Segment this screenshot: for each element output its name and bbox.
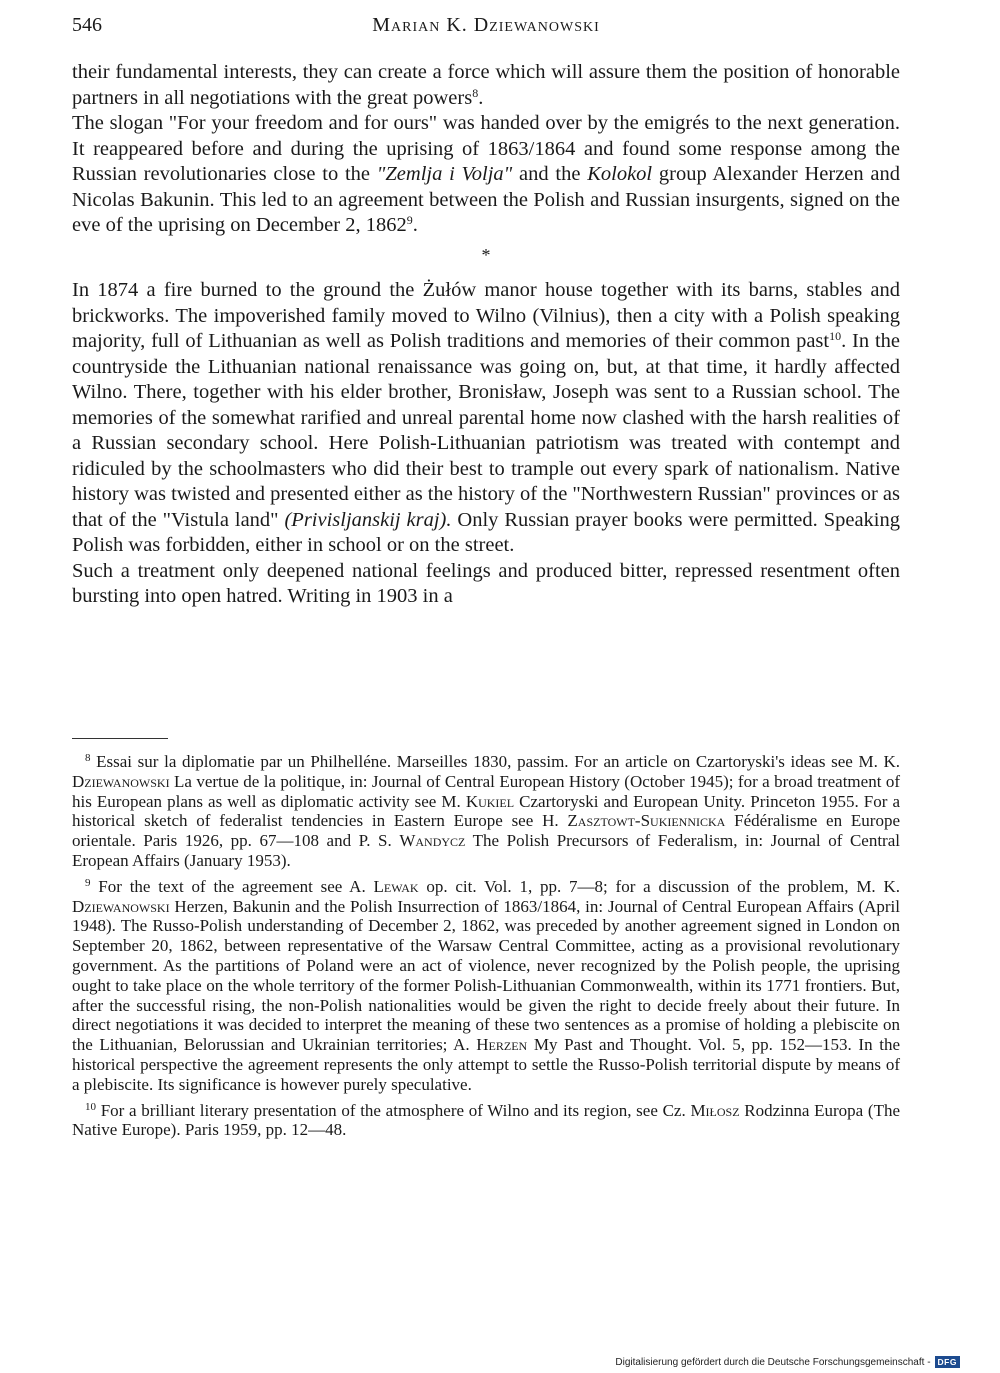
footnote-9-text: Herzen, Bakunin and the Polish Insurrection of 1863/1864, in: Journal of Central European Affairs (April 1948). The Russo-Polish understanding of December 2, 1862, was preceded by another agreement signed in London on September 20, 1862, between representative of the Warsaw Central Committee, acting as a provisional revolutionary government. As the partitions of Poland were an act of violence, never recognized by the Polish people, the uprising ought to take place on the whole territory of the former Polish-Lithuanian Commonwealth, within its 1771 frontiers. But, after the successful rising, the non-Polish nationalities would be given the right to decide freely about their future. In direct negotiations it was decided to interpret the meaning of these two sentences as a promise of holding a plebiscite on the Lithuanian, Belorussian and Ukrainian territories; A.: [72, 896, 900, 1055]
paragraph-2-text-b: and the: [512, 163, 588, 185]
paragraph-1: [72, 60, 900, 111]
author-name: Zasztowt-Sukiennicka: [567, 811, 726, 831]
footnote-8-text: Czartoryski and European Unity. Princeton 1955. For a historical sketch of federalist tendencies in Eastern Europe see H.: [72, 791, 900, 831]
dfg-logo-icon: DFG: [935, 1356, 960, 1368]
footnote-ref-10: 10: [829, 329, 842, 343]
footnote-10: [72, 1101, 900, 1141]
digitization-text: Digitalisierung gefördert durch die Deutsche Forschungsgemeinschaft -: [615, 1356, 931, 1368]
author-name: Wandycz: [399, 831, 466, 851]
footnote-ref-9: 9: [406, 213, 413, 227]
footnote-ref-8: 8: [472, 85, 479, 100]
footnote-divider: [72, 738, 168, 739]
zemlja-i-volja: "Zemlja i Volja": [376, 163, 513, 185]
digitization-credit: [615, 1356, 960, 1368]
author-name: Dziewanowski: [72, 771, 170, 791]
kolokol: Kolokol: [587, 163, 653, 185]
footnote-9-number: 9: [85, 876, 91, 889]
paragraph-3: [72, 278, 900, 559]
paragraph-1-end: .: [478, 86, 484, 109]
footnote-8: [72, 752, 900, 871]
footnotes: [72, 752, 900, 1146]
paragraph-2: [72, 111, 900, 239]
author-name: Dziewanowski: [72, 896, 170, 916]
footnote-10-text: Rodzinna Europa (The Native Europe). Paris 1959, pp. 12—48.: [72, 1100, 900, 1140]
footnote-10-text: For a brilliant literary presentation of the atmosphere of Wilno and its region, see Cz.: [96, 1100, 691, 1120]
paragraph-3-text-a: In 1874 a fire burned to the ground the Żułów manor house together with its barns, stables and brickworks. The impoverished family moved to Wilno (Vilnius), then a city with a Polish speaking majority, full of Lithuanian as well as Polish traditions and memories of their common past: [72, 279, 900, 352]
footnote-8-text: Essai sur la diplomatie par un Philhelléne. Marseilles 1830, passim. For an article on Czartoryski's ideas see M. K.: [90, 752, 900, 771]
paragraph-3-text-c: Only Russian prayer books were permitted. Speaking Polish was forbidden, either in school or on the street.: [72, 508, 900, 556]
footnote-10-number: 10: [85, 1100, 96, 1113]
author-name: Herzen: [476, 1035, 528, 1055]
footnote-9-text: My Past and Thought. Vol. 5, pp. 152—153. In the historical perspective the agreement represents the only attempt to settle the Russo-Polish territorial dispute by means of a plebiscite. Its significance is however purely speculative.: [72, 1035, 900, 1094]
page-header: [72, 14, 900, 40]
paragraph-3-text-b: . In the countryside the Lithuanian national renaissance was going on, but, at that time, it hardly affected Wilno. There, together with his elder brother, Bronisław, Joseph was sent to a Russian school. The memories of the somewhat rarified and unreal parental home now clashed with the harsh realities of a Russian secondary school. Here Polish-Lithuanian patriotism was treated with contempt and ridiculed by the schoolmasters who did their best to trample out every spark of nationalism. Native history was twisted and presented either as the history of the "Northwestern Russian" provinces or as that of the "Vistula land": [72, 330, 901, 531]
footnote-8-text: Fédéralisme en Europe orientale. Paris 1926, pp. 67—108 and P. S.: [72, 811, 900, 851]
section-break-asterisk: *: [481, 244, 491, 265]
footnote-8-number: 8: [85, 752, 91, 764]
paragraph-1-text: their fundamental interests, they can create a force which will assure them the position of honorable partners in all negotiations with the great powers: [72, 61, 900, 109]
privisljanskij-kraj: (Privisljanskij kraj).: [284, 508, 452, 531]
page-number: 546: [72, 14, 102, 36]
paragraph-2-text-c: group Alexander Herzen and Nicolas Bakunin. This led to an agreement between the Polish and Russian insurgents, signed on the eve of the uprising on December 2, 1862: [72, 163, 901, 236]
paragraph-2-text-a: The slogan "For your freedom and for ours" was handed over by the emigrés to the next generation. It reappeared before and during the uprising of 1863/1864 and found some response among the Russian revolutionaries close to the: [72, 112, 900, 185]
author-name: Kukiel: [465, 791, 515, 811]
footnote-9-text: For the text of the agreement see A.: [90, 876, 374, 896]
paragraph-2-end: .: [412, 214, 418, 236]
footnote-8-text: La vertue de la politique, in: Journal of Central European History (October 1945); for a broad treatment of his European plans as well as diplomatic activity see M.: [72, 771, 900, 811]
body-text: [72, 60, 900, 610]
running-head: Marian K. Dziewanowski: [372, 14, 600, 36]
footnote-9: [72, 877, 900, 1095]
author-name: Miłosz: [690, 1100, 740, 1120]
footnote-8-text: The Polish Precursors of Federalism, in: Journal of Central Eropean Affairs (January 1953).: [72, 831, 900, 870]
author-name: Lewak: [373, 876, 419, 896]
footnote-9-text: op. cit. Vol. 1, pp. 7—8; for a discussion of the problem, M. K.: [418, 876, 900, 896]
paragraph-4: Such a treatment only deepened national feelings and produced bitter, repressed resentment often bursting into open hatred. Writing in 1903 in a: [72, 559, 900, 607]
